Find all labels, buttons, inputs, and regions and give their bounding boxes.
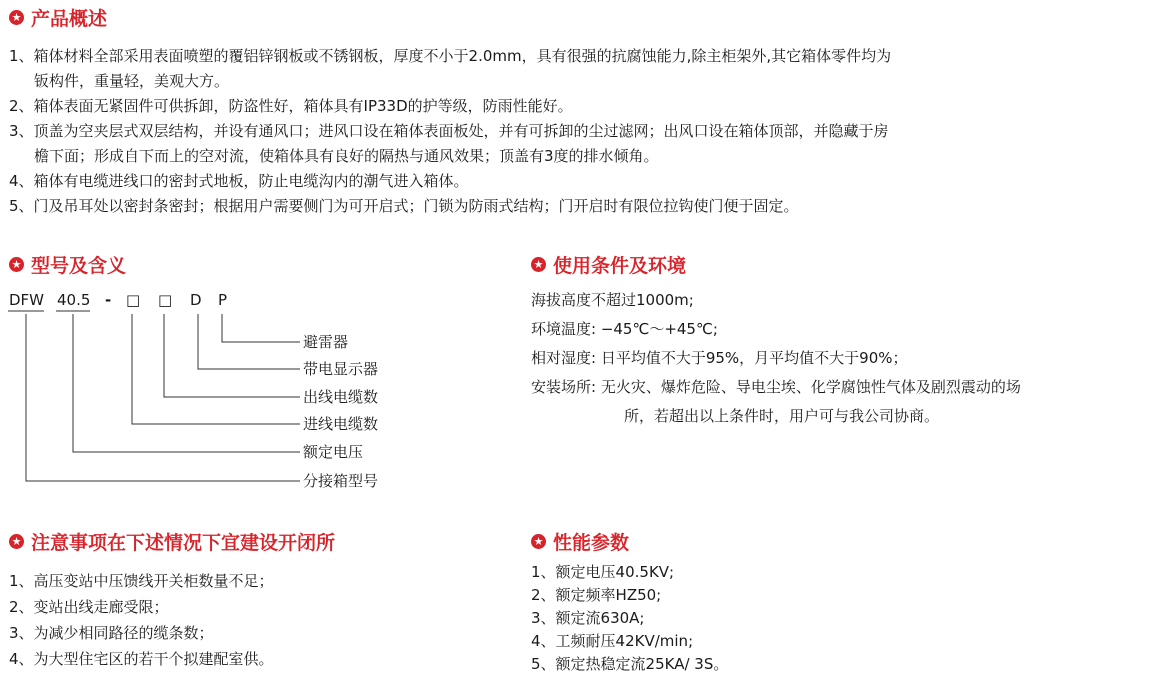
notes-title [9,528,335,555]
overview-item-1-line-2: 钣构件，重量轻，美观大方。 [34,72,230,90]
conditions-title-text: 使用条件及环境 [553,255,687,277]
condition-humidity: 相对湿度: 日平均值不大于95%，月平均值不大于90%； [531,349,908,367]
overview-item-2: 2、箱体表面无紧固件可供拆卸，防盗性好，箱体具有IP33D的护等级，防雨性能好。 [9,97,573,115]
conditions-title [531,251,686,278]
model-code-incoming: □ [126,291,141,309]
model-code-dfw: DFW [9,291,45,309]
star-circle-icon: ★ [531,534,546,549]
notes-list [9,568,274,672]
conditions-list [531,288,1021,429]
model-label-arrester: 避雷器 [303,333,349,351]
condition-temperature: 环境温度: −45℃～+45℃; [531,320,718,338]
condition-site-line-2: 所，若超出以上条件时，用户可与我公司协商。 [624,407,940,425]
performance-item-5: 5、额定热稳定流25KA/ 3S。 [531,655,729,673]
note-item-3: 3、为减少相同路径的缆条数； [9,624,214,642]
condition-altitude: 海拔高度不超过1000m; [531,291,694,309]
model-code-dash: - [105,291,112,309]
performance-item-3: 3、额定流630A; [531,609,645,627]
model-title-text: 型号及含义 [31,255,127,277]
star-circle-icon: ★ [9,257,24,272]
performance-title-text: 性能参数 [553,532,630,554]
performance-title [531,528,629,555]
model-label-live-display: 带电显示器 [303,360,379,378]
condition-site-line-1: 安装场所: 无火灾、爆炸危险、导电尘埃、化学腐蚀性气体及剧烈震动的场 [531,378,1021,396]
star-circle-icon: ★ [531,257,546,272]
performance-item-2: 2、额定频率HZ50; [531,586,662,604]
note-item-2: 2、变站出线走廊受限； [9,598,169,616]
performance-list [531,561,728,676]
overview-item-5: 5、门及吊耳处以密封条密封；根据用户需要侧门为可开启式；门锁为防雨式结构；门开启时有限位拉钩使门便于固定。 [9,197,799,215]
notes-title-text: 注意事项在下述情况下宜建设开闭所 [31,532,336,554]
note-item-1: 1、高压变站中压馈线开关柜数量不足； [9,572,274,590]
model-label-box-model: 分接箱型号 [303,472,379,490]
star-circle-icon: ★ [9,534,24,549]
overview-title-text: 产品概述 [31,8,108,30]
performance-item-1: 1、额定电压40.5KV; [531,563,675,581]
star-circle-icon: ★ [9,10,24,25]
overview-item-1-line-1: 1、箱体材料全部采用表面喷塑的覆铝锌钢板或不锈钢板，厚度不小于2.0mm，具有很强的抗腐蚀能力,除主柜架外,其它箱体零件均为 [9,47,892,65]
overview-item-3-line-1: 3、顶盖为空夹层式双层结构，并设有通风口；进风口设在箱体表面板处，并有可拆卸的尘过滤网；出风口设在箱体顶部，并隐藏于房 [9,122,889,140]
model-code-voltage: 40.5 [57,291,91,309]
model-label-outgoing-cables: 出线电缆数 [303,388,379,406]
model-label-rated-voltage: 额定电压 [303,443,364,461]
model-code-outgoing: □ [158,291,173,309]
model-code-display: D [190,291,202,309]
overview-item-3-line-2: 檐下面；形成自下而上的空对流，使箱体具有良好的隔热与通风效果；顶盖有3度的排水倾角。 [34,147,659,165]
overview-item-4: 4、箱体有电缆进线口的密封式地板，防止电缆沟内的潮气进入箱体。 [9,172,469,190]
model-code-arrester: P [218,291,228,309]
model-label-incoming-cables: 进线电缆数 [303,415,379,433]
performance-item-4: 4、工频耐压42KV/min; [531,632,694,650]
note-item-4: 4、为大型住宅区的若干个拟建配室供。 [9,650,274,668]
